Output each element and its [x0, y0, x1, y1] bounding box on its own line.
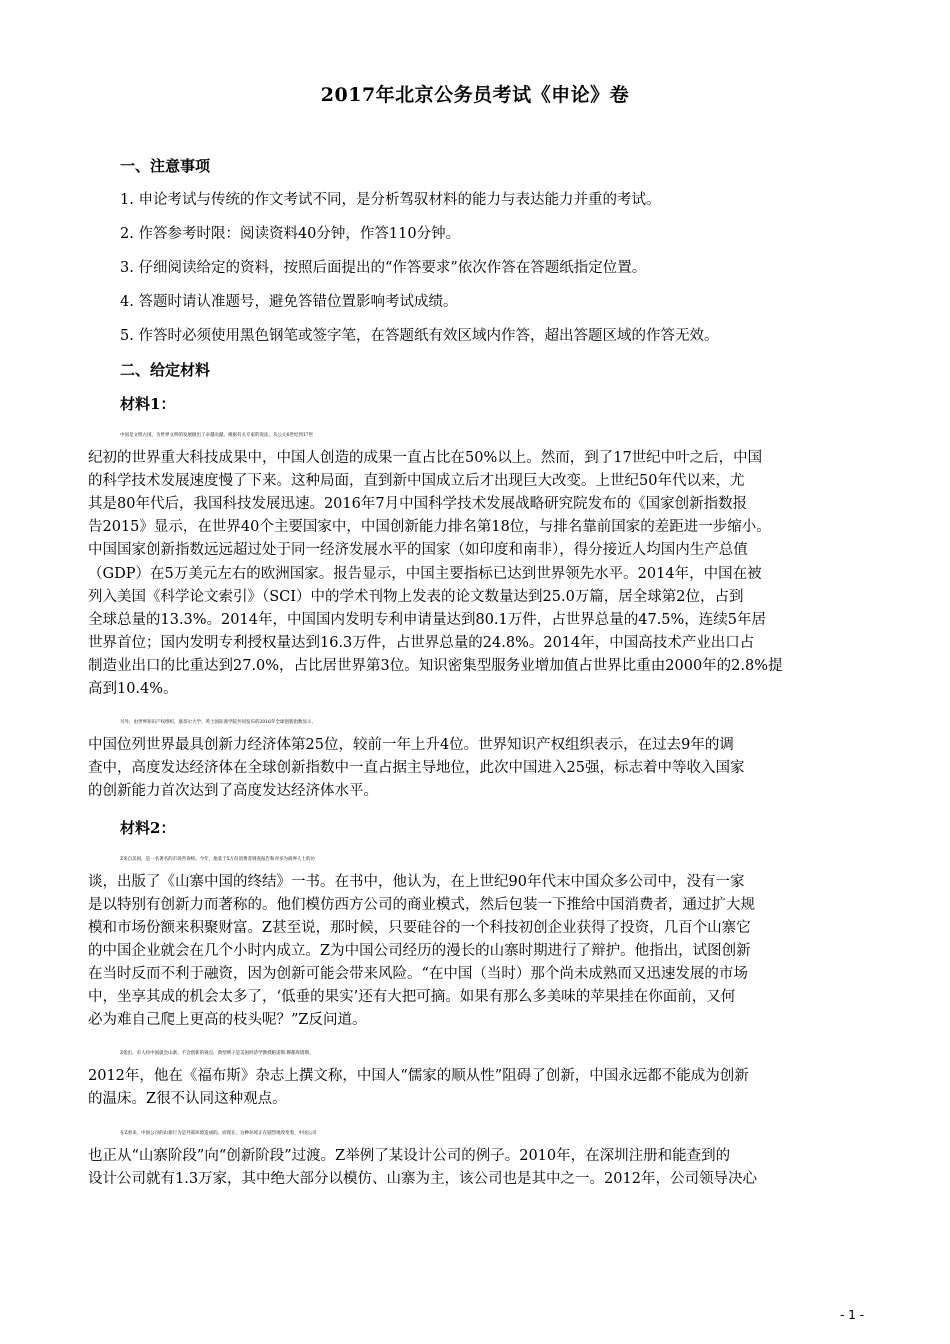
- section-heading-materials: 二、给定材料: [120, 361, 211, 379]
- text-line: 的创新能力首次达到了高度发达经济体水平。: [88, 783, 378, 800]
- note-item: 3. 仔细阅读给定的资料，按照后面提出的“作答要求”依次作答在答题纸指定位置。: [120, 260, 647, 276]
- text-line: 制造业出口的比重达到27.0%，占比居世界第3位。知识密集型服务业增加值占世界比重由2000年的2.8%提: [88, 657, 783, 674]
- text-line: 的中国企业就会在几个小时内成立。Z为中国公司经历的漫长的山寨时期进行了辩护。他指出，试图创新: [88, 942, 751, 959]
- note-item: 2. 作答参考时限：阅读资料40分钟，作答110分钟。: [120, 226, 461, 242]
- note-item: 5. 作答时必须使用黑色钢笔或签字笔，在答题纸有效区域内作答，超出答题区域的作答无效。: [120, 328, 719, 344]
- text-line: 也正从“山寨阶段”向“创新阶段”过渡。Z举例了某设计公司的例子。2010年，在深圳注册和能查到的: [88, 1147, 731, 1164]
- page-number: - 1 -: [840, 1308, 864, 1322]
- text-line: 列入美国《科学论文索引》（SCI）中的学术刊物上发表的论文数量达到25.0万篇，居全球第2位，占到: [88, 588, 744, 605]
- text-line: 全球总量的13.3%。2014年，中国国内发明专利申请量达到80.1万件，占世界总量的47.5%，连续5年居: [88, 611, 767, 628]
- text-line: 纪初的世界重大科技成果中，中国人创造的成果一直占比在50%以上。然而，到了17世纪中叶之后，中国: [88, 450, 763, 467]
- document-body: [88, 152, 878, 1201]
- material-2-paragraph-3: [88, 1122, 878, 1191]
- text-line: 设计公司就有1.3万家，其中绝大部分以模仿、山寨为主，该公司也是其中之一。2012年，公司领导决心: [88, 1170, 757, 1187]
- text-line: 2012年，他在《福布斯》杂志上撰文称，中国人“儒家的顺从性”阻碍了创新，中国永远都不能成为创新: [88, 1068, 749, 1085]
- text-line: 告2015》显示，在世界40个主要国家中，中国创新能力排名第18位，与排名靠前国家的差距进一步缩小。: [88, 519, 771, 536]
- text-line: 中，坐享其成的机会太多了，‘低垂的果实’还有大把可摘。如果有那么多美味的苹果挂在你面前，又何: [88, 989, 736, 1006]
- document-title: 2017年北京公务员考试《申论》卷: [320, 84, 630, 106]
- text-line: 中国是文明古国，为世界文明的发展做出了卓越贡献。根据有关专家的说法，从公元6世纪到17世: [120, 433, 314, 438]
- material-1-paragraph-2: [88, 711, 878, 803]
- text-line: （GDP）在5万美元左右的欧洲国家。报告显示，中国主要指标已达到世界领先水平。2014年，中国在被: [88, 565, 762, 582]
- material-2-label: 材料2：: [120, 818, 176, 837]
- text-line: 的科学技术发展速度慢了下来。这种局面，直到新中国成立后才出现巨大改变。上世纪50年代以来，尤: [88, 473, 745, 490]
- text-line: 世界首位；国内发明专利授权量达到16.3万件，占世界总量的24.8%。2014年，中国高技术产业出口占: [88, 634, 755, 651]
- text-line: 的温床。Z很不认同这种观点。: [88, 1091, 287, 1108]
- text-line: 高到10.4%。: [88, 681, 178, 698]
- text-line: 中国国家创新指数远远超过处于同一经济发展水平的国家（如印度和南非），得分接近人均国内生产总值: [88, 542, 748, 559]
- note-item: 4. 答题时请认准题号，避免答错位置影响考试成绩。: [120, 294, 458, 310]
- text-line: 中国位列世界最具创新力经济体第25位，较前一年上升4位。世界知识产权组织表示，在过去9年的调: [88, 737, 734, 754]
- material-2-paragraph-1: [88, 848, 878, 1033]
- material-1-label: 材料1：: [120, 395, 176, 413]
- text-line: 模和市场份额来积聚财富。Z甚至说，那时候，只要硅谷的一个科技初创企业获得了投资，几百个山寨它: [88, 919, 751, 936]
- text-line: Z指出，有人持中国就会山寨、不会创新的观点，典型例子是美国经济学教授帕诺斯.穆都库塔斯。: [120, 1051, 314, 1057]
- note-item: 1. 申论考试与传统的作文考试不同，是分析驾驭材料的能力与表达能力并重的考试。: [120, 192, 661, 208]
- material-1-paragraph-1: [88, 424, 878, 701]
- text-line: 其是80年代后，我国科技发展迅速。2016年7月中国科学技术发展战略研究院发布的《国家创新指数报: [88, 496, 748, 513]
- text-line: 另外，由世界知识产权组织、康奈尔大学、英士国际商学院共同发布的2016年全球创新指数显示，: [120, 720, 316, 726]
- material-2-paragraph-2: [88, 1042, 878, 1111]
- section-heading-notes: 一、注意事项: [120, 157, 211, 175]
- text-line: 是以特别有创新力而著称的。他们模仿西方公司的商业模式，然后包装一下推给中国消费者，通过扩大规: [88, 896, 755, 913]
- text-line: 在Z看来，中国公司的山寨行为是外部环境造成的。而现在，这种环境正在剧烈地改变着，中国公司: [120, 1130, 317, 1136]
- text-line: 查中，高度发达经济体在全球创新指数中一直占据主导地位，此次中国进入25强，标志着中等收入国家: [88, 760, 745, 777]
- text-line: 谈，出版了《山寨中国的终结》一书。在书中，他认为，在上世纪90年代末中国众多公司中，没有一家: [88, 873, 745, 890]
- text-line: 在当时反而不利于融资，因为创新可能会带来风险。“在中国（当时）那个尚未成熟而又迅速发展的市场: [88, 965, 748, 982]
- text-line: Z来自美国，是一名著名的市场咨询师。今年，他基于5万份消费者调查报告和对多为商界人士的访: [120, 856, 315, 862]
- text-line: 必为难自己爬上更高的枝头呢？”Z反问道。: [88, 1012, 367, 1029]
